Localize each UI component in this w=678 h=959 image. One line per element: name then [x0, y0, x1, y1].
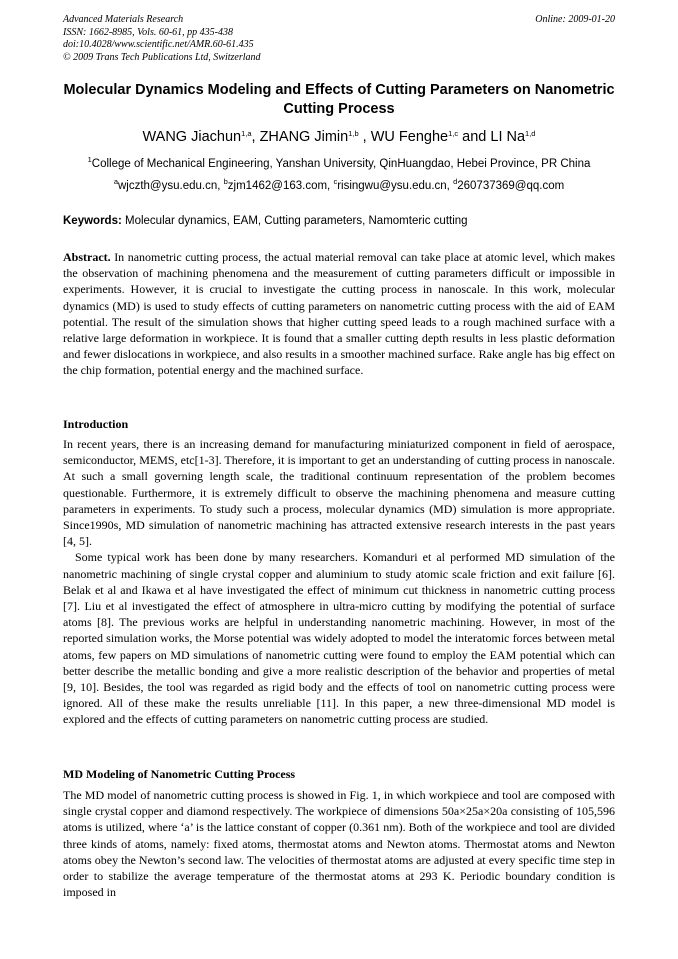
- journal-header: [63, 14, 615, 64]
- author-superscript: 1,a: [241, 129, 252, 138]
- copyright-line: © 2009 Trans Tech Publications Ltd, Switzerland: [63, 51, 261, 63]
- email-separator: ,: [217, 180, 224, 192]
- email-superscript: b: [223, 177, 228, 186]
- email-address: risingwu@ysu.edu.cn: [337, 180, 447, 192]
- email-superscript: a: [113, 177, 118, 186]
- affiliation-text: College of Mechanical Engineering, Yanshan University, QinHuangdao, Hebei Province, PR China: [91, 158, 591, 170]
- author-superscript: 1,c: [448, 129, 459, 138]
- section-heading-md-modeling: MD Modeling of Nanometric Cutting Process: [63, 767, 296, 781]
- email-separator: ,: [446, 180, 454, 192]
- paper-title: Molecular Dynamics Modeling and Effects of Cutting Parameters on Nanometric Cutting Process: [63, 82, 615, 117]
- introduction-section: [63, 436, 615, 728]
- doi-line: doi:10.4028/www.scientific.net/AMR.60-61.435: [63, 39, 254, 50]
- keywords-line: [63, 214, 615, 229]
- author-separator: ,: [358, 129, 371, 145]
- abstract-text: In nanometric cutting process, the actual material removal can take place at atomic level, which makes the observation of machining phenomena and the measurement of cutting parameters difficult or impossible in experiments. However, it is crucial to investigate the cutting process in nanoscale. In this work, molecular dynamics (MD) is used to study effects of cutting parameters on nanometric cutting process with the aid of EAM potential. The result of the simulation shows that higher cutting speed leads to a rough machined surface with a relative large deformation in workpiece. It is found that a smaller cutting depth results in less plastic deformation and fewer dislocations in workpiece, and also results in a smoother machined surface. Rake angle has big effect on the chip formation, potential energy and the machined surface.: [63, 250, 615, 378]
- author-list: [63, 127, 615, 147]
- email-address: zjm1462@163.com: [227, 180, 328, 192]
- md-modeling-section: [63, 787, 615, 900]
- abstract-block: [63, 249, 615, 379]
- author-name: ZHANG Jimin: [259, 129, 349, 145]
- email-address: 260737369@qq.com: [457, 180, 565, 192]
- keywords-label: Keywords:: [63, 215, 122, 227]
- author-name: WANG Jiachun: [142, 129, 242, 145]
- abstract-label: Abstract.: [63, 250, 111, 264]
- paragraph: In recent years, there is an increasing demand for manufacturing miniaturized component in field of aerospace, semiconductor, MEMS, etc[1-3]. Therefore, it is important to get an understanding of cutting process in nanoscale. At such a small governing length scale, the traditional continuum representation of the problem becomes questionable. Furthermore, it is extremely difficult to observe the machining phenomena and measure cutting parameters in experiments. To study such a process, molecular dynamics (MD) simulation is more appropriate. Since1990s, MD simulation of nanometric machining has attracted extensive research interests in the past years [4, 5].: [63, 437, 615, 549]
- author-separator: and: [458, 129, 491, 145]
- affiliation-superscript: 1: [87, 155, 92, 164]
- affiliation: [63, 156, 615, 172]
- email-list: [63, 178, 615, 194]
- email-superscript: d: [453, 177, 458, 186]
- journal-name: Advanced Materials Research: [63, 14, 184, 25]
- author-superscript: 1,d: [525, 129, 536, 138]
- author-name: LI Na: [490, 129, 526, 145]
- paragraph: Some typical work has been done by many researchers. Komanduri et al performed MD simulation of the nanometric machining of single crystal copper and aluminium to study atomic scale friction and exit failure [6]. Belak et al and Ikawa et al have investigated the effect of minimum cut thickness in nanometric cutting process [7]. Liu et al investigated the effect of atmosphere in ultra-micro cutting by modifying the potential of surface atoms [8]. The previous works are helpful in understanding nanometric machining. However, in most of the reported simulation works, the Morse potential was widely adopted to model the interatomic forces between metal atoms, few papers on MD simulations of nanometric cutting were found to employ the EAM potential which can better describe the metallic bonding and give a more realistic description of the behavior and properties of metal [9, 10]. Besides, the tool was regarded as rigid body and the effects of tool on nanometric cutting process were ignored. All of these make the results unreliable [11]. In this paper, a new three-dimensional MD model is explored and the effects of cutting parameters on nanometric cutting process are studied.: [63, 550, 615, 727]
- paragraph: The MD model of nanometric cutting process is showed in Fig. 1, in which workpiece and tool are composed with single crystal copper and diamond respectively. The workpiece of dimensions 50a×25a×20a consisting of 105,596 atoms is utilized, where ‘a’ is the lattice constant of copper (0.361 nm). Both of the workpiece and tool are divided three kinds of atoms, namely: fixed atoms, thermostat atoms and Newton atoms. Thermostat atoms and Newton atoms obey the Newton’s second law. The velocities of thermostat atoms are adjusted at every specific time step in order to stabilize the average temperature of the thermostat atoms at 293 K. Periodic boundary condition is imposed in: [63, 788, 615, 900]
- email-address: wjczth@ysu.edu.cn: [117, 180, 218, 192]
- online-date: Online: 2009-01-20: [535, 14, 615, 25]
- issn-line: ISSN: 1662-8985, Vols. 60-61, pp 435-438: [63, 26, 233, 38]
- author-superscript: 1,b: [348, 129, 359, 138]
- abstract-paragraph: [63, 249, 615, 379]
- section-heading-introduction: Introduction: [63, 417, 129, 431]
- email-superscript: c: [333, 177, 338, 186]
- keywords-text: Molecular dynamics, EAM, Cutting parameters, Namomteric cutting: [121, 215, 468, 227]
- author-name: WU Fenghe: [370, 129, 449, 145]
- author-separator: ,: [251, 129, 260, 145]
- email-separator: ,: [327, 180, 334, 192]
